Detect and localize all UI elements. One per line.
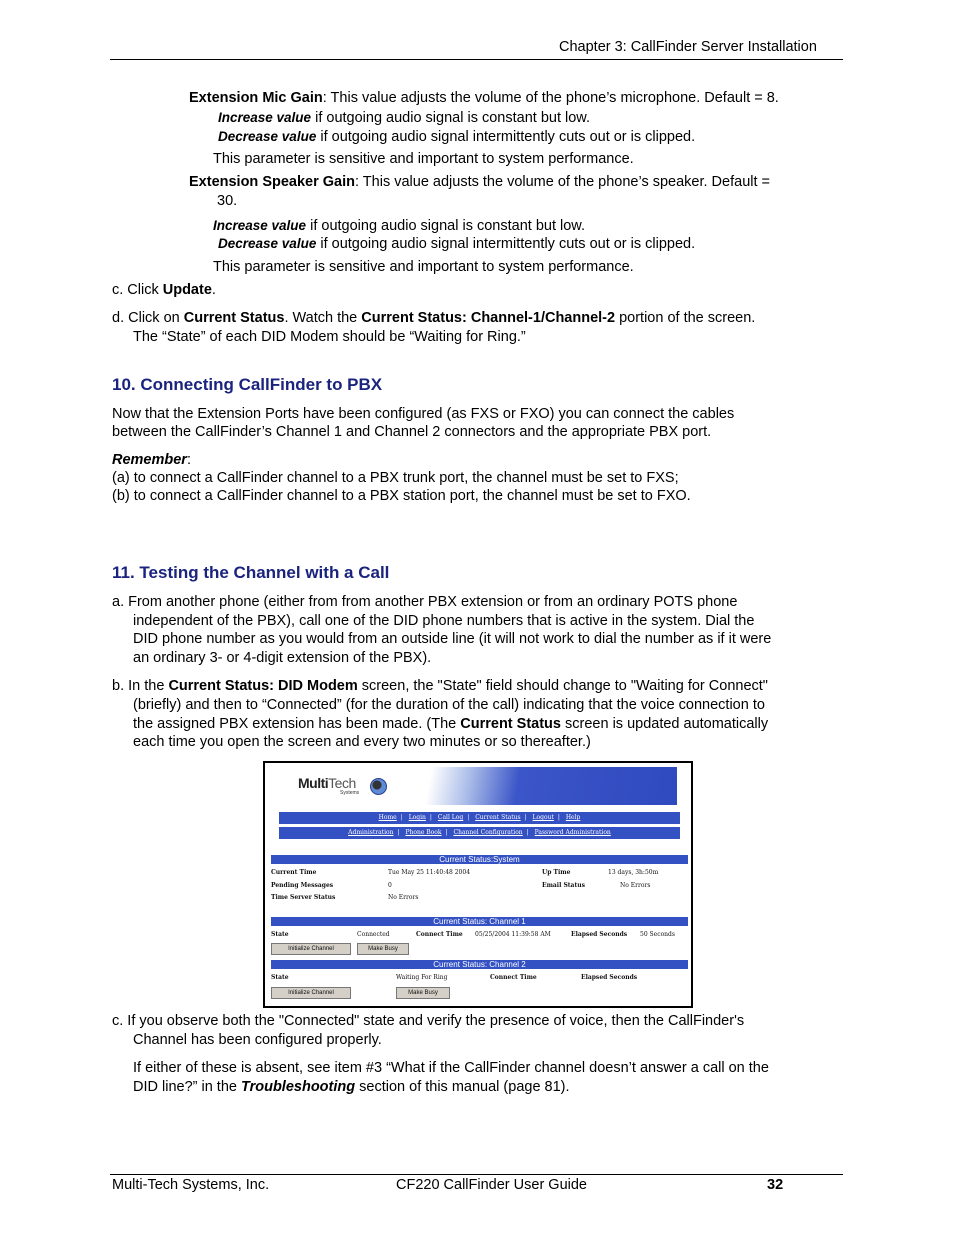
speaker-gain-default: 30. bbox=[217, 193, 238, 209]
footer-page-number: 32 bbox=[767, 1177, 784, 1193]
ch1-make-busy-button[interactable]: Make Busy bbox=[357, 943, 409, 955]
speaker-increase-term: Increase value bbox=[213, 218, 307, 233]
step-a-line1: a. From another phone (either from from another PBX extension or from an ordinary POTS phone bbox=[112, 594, 738, 610]
nav-bar-primary: Home | Login | Call Log | Current Status | Logout | Help bbox=[279, 812, 680, 824]
footer-guide-title: CF220 CallFinder User Guide bbox=[396, 1177, 587, 1193]
step-d-channel-status: Current Status: Channel-1/Channel-2 bbox=[361, 310, 616, 326]
step-c2-line1: c. If you observe both the "Connected" state and verify the presence of voice, then the CallFinder's bbox=[112, 1013, 745, 1029]
note-b: (b) to connect a CallFinder channel to a PBX station port, the channel must be set to FXO. bbox=[112, 488, 691, 504]
ch2-connect-time-label: Connect Time bbox=[490, 974, 537, 981]
speaker-gain-line bbox=[189, 173, 770, 192]
ch1-state-label: State bbox=[271, 931, 289, 938]
logo-multi: Multi bbox=[298, 775, 329, 791]
ch1-elapsed-label: Elapsed Seconds bbox=[571, 931, 628, 938]
email-status-label: Email Status bbox=[542, 882, 585, 889]
current-status-screenshot bbox=[263, 761, 693, 1008]
step-d-suffix: portion of the screen. bbox=[615, 310, 756, 326]
ch2-initialize-channel-button[interactable]: Initialize Channel bbox=[271, 987, 351, 999]
nav-call-log-link[interactable]: Call Log bbox=[437, 814, 464, 821]
section-10-para-line2: between the CallFinder’s Channel 1 and Channel 2 connectors and the appropriate PBX port. bbox=[112, 424, 712, 440]
step-b-line4: each time you open the screen and every two minutes or so thereafter.) bbox=[133, 734, 591, 750]
current-time-value: Tue May 25 11:40:48 2004 bbox=[388, 869, 471, 876]
remember-colon: : bbox=[186, 452, 191, 468]
logo-globe-icon bbox=[370, 778, 387, 795]
channel-1-status-title: Current Status: Channel 1 bbox=[271, 917, 688, 926]
step-b-prefix: b. In the bbox=[112, 678, 169, 694]
ch2-make-busy-button[interactable]: Make Busy bbox=[396, 987, 450, 999]
current-time-label: Current Time bbox=[271, 869, 317, 876]
speaker-gain-term: Extension Speaker Gain bbox=[189, 174, 356, 190]
speaker-increase-line bbox=[213, 216, 585, 236]
ch2-state-label: State bbox=[271, 974, 289, 981]
nav-administration-link[interactable]: Administration bbox=[348, 829, 394, 836]
mic-decrease-line bbox=[218, 127, 695, 147]
ch1-connect-time-label: Connect Time bbox=[416, 931, 463, 938]
step-d-line1 bbox=[112, 309, 755, 328]
nav-home-link[interactable]: Home bbox=[378, 814, 397, 821]
pending-messages-value: 0 bbox=[388, 882, 392, 889]
speaker-sensitive-note: This parameter is sensitive and important to system performance. bbox=[213, 259, 634, 275]
step-c bbox=[112, 281, 216, 300]
nav-current-status-link[interactable]: Current Status bbox=[475, 814, 521, 821]
channel-2-status-title: Current Status: Channel 2 bbox=[271, 960, 688, 969]
mic-increase-desc: if outgoing audio signal is constant but low. bbox=[311, 110, 590, 126]
nav-logout-link[interactable]: Logout bbox=[532, 814, 554, 821]
step-d-mid: . Watch the bbox=[284, 310, 362, 326]
step-b-current-status: Current Status bbox=[460, 716, 561, 732]
section-10-heading: 10. Connecting CallFinder to PBX bbox=[112, 375, 383, 394]
step-b-line1 bbox=[112, 677, 768, 696]
mic-increase-term: Increase value bbox=[218, 110, 312, 125]
troubleshoot-prefix: DID line?” in the bbox=[133, 1079, 241, 1095]
ch2-state-value: Waiting For Ring bbox=[396, 974, 448, 981]
mic-decrease-term: Decrease value bbox=[218, 129, 317, 144]
note-a: (a) to connect a CallFinder channel to a PBX trunk port, the channel must be set to FXS; bbox=[112, 470, 679, 486]
speaker-gain-desc: : This value adjusts the volume of the phone’s speaker. Default = bbox=[355, 174, 771, 190]
step-b-suffix: screen, the "State" field should change to "Waiting for Connect" bbox=[357, 678, 768, 694]
speaker-decrease-desc: if outgoing audio signal intermittently cuts out or is clipped. bbox=[316, 236, 696, 252]
mic-sensitive-note: This parameter is sensitive and important to system performance. bbox=[213, 151, 634, 167]
footer-company: Multi-Tech Systems, Inc. bbox=[112, 1177, 270, 1193]
section-11-heading: 11. Testing the Channel with a Call bbox=[112, 563, 390, 582]
troubleshoot-suffix: section of this manual (page 81). bbox=[355, 1079, 570, 1095]
mic-increase-line bbox=[218, 108, 590, 128]
system-status-title: Current Status:System bbox=[271, 855, 688, 864]
step-c-suffix: . bbox=[211, 282, 216, 298]
step-c-update: Update bbox=[162, 282, 212, 298]
remember-label bbox=[112, 451, 191, 470]
speaker-decrease-line bbox=[218, 234, 695, 254]
speaker-increase-desc: if outgoing audio signal is constant but low. bbox=[306, 218, 585, 234]
pending-messages-label: Pending Messages bbox=[271, 882, 334, 889]
ch1-state-value: Connected bbox=[357, 931, 390, 938]
mic-gain-line bbox=[189, 89, 779, 108]
nav-phone-book-link[interactable]: Phone Book bbox=[405, 829, 442, 836]
troubleshoot-line2 bbox=[133, 1078, 570, 1097]
ch1-elapsed-value: 50 Seconds bbox=[640, 931, 675, 938]
step-a-line2: independent of the PBX), call one of the DID phone numbers that is active in the system. Dial the bbox=[133, 613, 755, 629]
step-d-current-status: Current Status bbox=[183, 310, 285, 326]
troubleshoot-line1: If either of these is absent, see item #3 “What if the CallFinder channel doesn’t answer a call on the bbox=[133, 1060, 769, 1076]
step-a-line3: DID phone number as you would from an outside line (it will not work to dial the number as if it were bbox=[133, 631, 772, 647]
step-d-line2: The “State” of each DID Modem should be “Waiting for Ring.” bbox=[133, 329, 526, 345]
logo-tech: Tech bbox=[328, 775, 356, 791]
chapter-header: Chapter 3: CallFinder Server Installation bbox=[559, 39, 817, 55]
troubleshooting-term: Troubleshooting bbox=[241, 1079, 356, 1095]
step-b-did-modem: Current Status: DID Modem bbox=[168, 678, 358, 694]
logo-systems: Systems bbox=[340, 790, 360, 796]
email-status-value: No Errors bbox=[620, 882, 651, 889]
header-rule bbox=[110, 59, 843, 60]
step-d-prefix: d. Click on bbox=[112, 310, 184, 326]
footer-rule bbox=[110, 1174, 843, 1175]
up-time-label: Up Time bbox=[542, 869, 571, 876]
nav-bar-secondary: Administration | Phone Book | Channel Configuration | Password Administration bbox=[279, 827, 680, 839]
time-server-status-value: No Errors bbox=[388, 894, 419, 901]
nav-password-admin-link[interactable]: Password Administration bbox=[534, 829, 611, 836]
step-b-line3-prefix: the assigned PBX extension has been made. (The bbox=[133, 716, 461, 732]
mic-gain-desc: : This value adjusts the volume of the phone’s microphone. Default = 8. bbox=[322, 90, 779, 106]
step-b-line3-suffix: screen is updated automatically bbox=[560, 716, 769, 732]
nav-login-link[interactable]: Login bbox=[408, 814, 426, 821]
multitech-logo bbox=[298, 775, 356, 791]
speaker-decrease-term: Decrease value bbox=[218, 236, 317, 251]
mic-gain-term: Extension Mic Gain bbox=[189, 90, 323, 106]
mic-decrease-desc: if outgoing audio signal intermittently cuts out or is clipped. bbox=[316, 129, 696, 145]
ch1-connect-time-value: 05/25/2004 11:39:58 AM bbox=[475, 931, 551, 938]
step-a-line4: an ordinary 3- or 4-digit extension of the PBX). bbox=[133, 650, 432, 666]
section-10-para-line1: Now that the Extension Ports have been configured (as FXS or FXO) you can connect the cables bbox=[112, 406, 735, 422]
ch1-initialize-channel-button[interactable]: Initialize Channel bbox=[271, 943, 351, 955]
time-server-status-label: Time Server Status bbox=[271, 894, 336, 901]
nav-help-link[interactable]: Help bbox=[565, 814, 581, 821]
step-b-line3 bbox=[133, 715, 768, 734]
ch2-elapsed-label: Elapsed Seconds bbox=[581, 974, 638, 981]
step-c-prefix: c. Click bbox=[112, 282, 163, 298]
step-b-line2: (briefly) and then to “Connected” (for the duration of the call) indicating that the voice connection to bbox=[133, 697, 765, 713]
up-time-value: 13 days, 3h:50m bbox=[608, 869, 659, 876]
nav-channel-config-link[interactable]: Channel Configuration bbox=[453, 829, 523, 836]
step-c2-line2: Channel has been configured properly. bbox=[133, 1032, 382, 1048]
remember-term: Remember bbox=[112, 452, 187, 468]
